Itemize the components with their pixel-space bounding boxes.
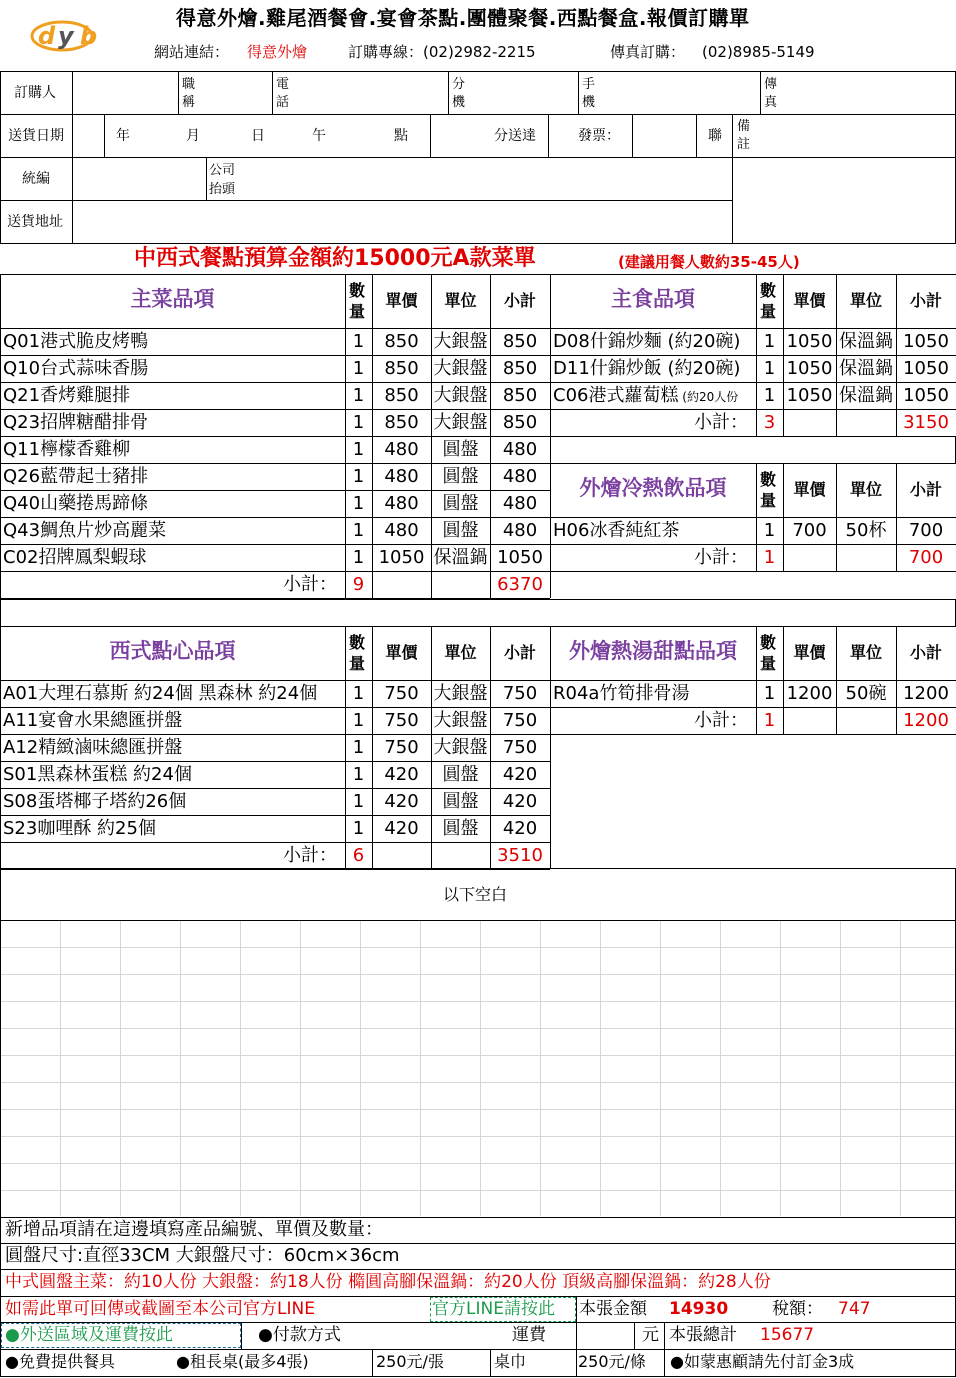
company-logo bbox=[28, 14, 120, 54]
desserts-item-name: A11宴會水果總匯拼盤 bbox=[3, 710, 183, 731]
menu-banner: 中西式餐點預算金額約15000元A款菜單 bbox=[134, 246, 536, 271]
main-dishes-item-sub: 1050 bbox=[497, 547, 543, 568]
desserts-qty-header: 數量 bbox=[349, 633, 366, 673]
desserts-item-price: 420 bbox=[384, 764, 419, 785]
main-dishes-item-qty: 1 bbox=[352, 412, 365, 433]
desserts-item-unit: 大銀盤 bbox=[433, 710, 488, 731]
main-dishes-item-sub: 480 bbox=[502, 493, 538, 514]
rule-line bbox=[0, 571, 550, 572]
staples-item-sub: 1050 bbox=[903, 358, 949, 379]
staples-item-qty: 1 bbox=[763, 385, 776, 406]
staples-item-qty: 1 bbox=[763, 331, 776, 352]
desserts-item-price: 420 bbox=[384, 791, 419, 812]
drinks-subtotal-qty: 1 bbox=[763, 547, 776, 568]
address-label: 送貨地址 bbox=[7, 214, 63, 230]
rule-line bbox=[0, 599, 1, 626]
drinks-item-price: 700 bbox=[792, 520, 827, 541]
desserts-item-sub: 420 bbox=[502, 764, 538, 785]
main-dishes-item-sub: 850 bbox=[502, 385, 538, 406]
tax-id-label: 統編 bbox=[22, 171, 50, 187]
add-items-note: 新增品項請在這邊填寫產品編號、單價及數量： bbox=[5, 1219, 383, 1240]
drinks-item-sub: 700 bbox=[908, 520, 944, 541]
main-dishes-item-sub: 850 bbox=[502, 331, 538, 352]
desserts-item-price: 750 bbox=[384, 710, 419, 731]
line-link[interactable]: 官方LINE請按此 bbox=[432, 1299, 555, 1319]
desserts-item-sub: 750 bbox=[502, 710, 538, 731]
line-note: 如需此單可回傳或截圖至本公司官方LINE bbox=[5, 1299, 315, 1319]
main-dishes-item-qty: 1 bbox=[352, 439, 365, 460]
desserts-item-unit: 大銀盤 bbox=[433, 737, 488, 758]
grand-total-value: 15677 bbox=[760, 1325, 815, 1345]
staples-item-qty: 1 bbox=[763, 358, 776, 379]
main-dishes-item-unit: 圓盤 bbox=[442, 439, 479, 460]
drinks-sub-header: 小計 bbox=[909, 480, 942, 499]
fax-label: 傳真訂購： bbox=[610, 43, 686, 61]
main-dishes-item-price: 480 bbox=[384, 439, 419, 460]
desserts-subtotal-label: 小計： bbox=[283, 845, 337, 866]
main-dishes-item-unit: 保溫鍋 bbox=[433, 547, 488, 568]
invoice-label: 發票： bbox=[578, 128, 620, 144]
mobile-label: 手機 bbox=[582, 77, 596, 110]
payment-label: ●付款方式 bbox=[258, 1325, 341, 1345]
staples-item-price: 1050 bbox=[786, 358, 833, 379]
soups-item-unit: 50碗 bbox=[845, 683, 887, 704]
main-dishes-item-qty: 1 bbox=[352, 520, 365, 541]
yuan-label: 元 bbox=[642, 1325, 659, 1345]
desserts-item-name: S23咖哩酥 約25個 bbox=[3, 818, 156, 839]
site-label: 網站連結： bbox=[154, 43, 230, 61]
svg-text:y: y bbox=[58, 22, 74, 50]
tax-value: 747 bbox=[838, 1299, 871, 1319]
drinks-qty-header: 數量 bbox=[760, 470, 777, 510]
drinks-subtotal-value: 700 bbox=[908, 547, 944, 568]
main-dishes-item-qty: 1 bbox=[352, 385, 365, 406]
soups-unit-header: 單位 bbox=[849, 643, 882, 662]
main-dishes-item-unit: 圓盤 bbox=[442, 466, 479, 487]
desserts-item-name: A12精緻滷味總匯拼盤 bbox=[3, 737, 183, 758]
drinks-title: 外燴冷熱飲品項 bbox=[579, 476, 727, 500]
staples-title: 主食品項 bbox=[611, 287, 695, 311]
main-dishes-item-name: C02招牌鳳梨蝦球 bbox=[3, 547, 147, 568]
title-label: 職稱 bbox=[182, 77, 196, 110]
cloth-price: 250元/條 bbox=[578, 1352, 646, 1371]
main-dishes-item-price: 480 bbox=[384, 493, 419, 514]
main-dishes-item-qty: 1 bbox=[352, 358, 365, 379]
staples-sub-header: 小計 bbox=[909, 291, 942, 310]
main-dishes-item-price: 850 bbox=[384, 331, 419, 352]
rule-line bbox=[0, 869, 550, 870]
rule-line bbox=[0, 274, 550, 275]
desserts-item-sub: 750 bbox=[502, 683, 538, 704]
shipping-label: 運費 bbox=[512, 1325, 546, 1345]
main-dishes-item-name: Q40山藥捲馬蹄條 bbox=[3, 493, 149, 514]
desserts-item-qty: 1 bbox=[352, 737, 365, 758]
soups-qty-header: 數量 bbox=[760, 633, 777, 673]
soups-sub-header: 小計 bbox=[909, 643, 942, 662]
table-rent-note: ●租長桌(最多4張) bbox=[176, 1352, 309, 1371]
deliver-label: 分送達 bbox=[494, 128, 536, 144]
desserts-subtotal-value: 3510 bbox=[497, 845, 543, 866]
soups-title: 外燴熱湯甜點品項 bbox=[569, 639, 737, 663]
drinks-item-unit: 50杯 bbox=[845, 520, 887, 541]
staples-item-unit: 保溫鍋 bbox=[839, 385, 893, 406]
rule-line bbox=[550, 571, 956, 572]
company-label: 公司抬頭 bbox=[209, 163, 236, 197]
main-dishes-item-unit: 圓盤 bbox=[442, 493, 479, 514]
month-label: 月 bbox=[186, 128, 200, 144]
table-price: 250元/張 bbox=[376, 1352, 444, 1371]
plate-size-note: 圓盤尺寸:直徑33CM 大銀盤尺寸：60cm×36cm bbox=[5, 1245, 400, 1266]
desserts-item-price: 750 bbox=[384, 683, 419, 704]
main-dishes-item-unit: 大銀盤 bbox=[433, 385, 488, 406]
rule-line bbox=[0, 599, 956, 600]
main-dishes-item-sub: 850 bbox=[502, 358, 538, 379]
svg-text:b: b bbox=[80, 22, 98, 50]
site-link[interactable]: 得意外燴 bbox=[247, 43, 308, 61]
ext-label: 分機 bbox=[452, 77, 466, 110]
noon-label: 午 bbox=[312, 128, 326, 144]
desserts-item-unit: 圓盤 bbox=[442, 818, 479, 839]
item-note: (約20人份 bbox=[678, 390, 739, 404]
desserts-item-unit: 圓盤 bbox=[442, 764, 479, 785]
order-phone: 訂購專線：(02)2982-2215 bbox=[348, 43, 536, 61]
tax-label: 稅額： bbox=[772, 1299, 823, 1319]
main-dishes-item-qty: 1 bbox=[352, 331, 365, 352]
drinks-price-header: 單價 bbox=[793, 480, 826, 499]
soups-subtotal-qty: 1 bbox=[763, 710, 776, 731]
desserts-item-qty: 1 bbox=[352, 683, 365, 704]
rule-line bbox=[550, 734, 956, 735]
main-dishes-item-price: 480 bbox=[384, 466, 419, 487]
desserts-sub-header: 小計 bbox=[503, 643, 536, 662]
page-title: 得意外燴.雞尾酒餐會.宴會茶點.團體聚餐.西點餐盒.報價訂購單 bbox=[176, 6, 750, 30]
rule-line bbox=[0, 626, 956, 627]
main-dishes-item-price: 850 bbox=[384, 412, 419, 433]
amount-value: 14930 bbox=[669, 1299, 729, 1319]
main-dishes-item-sub: 480 bbox=[502, 439, 538, 460]
staples-item-price: 1050 bbox=[786, 331, 833, 352]
logo-icon bbox=[28, 14, 120, 54]
soups-item-price: 1200 bbox=[786, 683, 833, 704]
main-dishes-item-sub: 480 bbox=[502, 466, 538, 487]
desserts-item-name: A01大理石慕斯 約24個 黑森林 約24個 bbox=[3, 683, 318, 704]
main-dishes-sub-header: 小計 bbox=[503, 291, 536, 310]
fax-number: (02)8985-5149 bbox=[702, 43, 815, 61]
main-dishes-subtotal-label: 小計： bbox=[283, 574, 337, 595]
staples-item-name: D11什錦炒飯 (約20碗) bbox=[553, 358, 741, 379]
main-dishes-item-unit: 大銀盤 bbox=[433, 412, 488, 433]
year-label: 年 bbox=[116, 128, 130, 144]
main-dishes-item-name: Q11檸檬香雞柳 bbox=[3, 439, 131, 460]
grand-total-label: 本張總計 bbox=[669, 1325, 737, 1345]
main-dishes-item-price: 850 bbox=[384, 358, 419, 379]
rule-line bbox=[0, 842, 550, 843]
drinks-item-qty: 1 bbox=[763, 520, 776, 541]
tel-label: 電話 bbox=[276, 77, 290, 110]
staples-item-sub: 1050 bbox=[903, 385, 949, 406]
main-dishes-item-price: 480 bbox=[384, 520, 419, 541]
orderer-label: 訂購人 bbox=[14, 85, 56, 101]
desserts-item-qty: 1 bbox=[352, 710, 365, 731]
staples-unit-header: 單位 bbox=[849, 291, 882, 310]
main-dishes-unit-header: 單位 bbox=[444, 291, 477, 310]
svg-text:d: d bbox=[38, 22, 56, 50]
staples-subtotal-value: 3150 bbox=[903, 412, 949, 433]
main-dishes-subtotal-qty: 9 bbox=[352, 574, 365, 595]
servings-note: 中式圓盤主菜：約10人份 大銀盤：約18人份 橢圓高腳保溫鍋：約20人份 頂級高腳保溫鍋：約28人份 bbox=[5, 1272, 771, 1292]
soups-price-header: 單價 bbox=[793, 643, 826, 662]
note-label: 備註 bbox=[737, 119, 751, 152]
staples-subtotal-label: 小計： bbox=[694, 412, 748, 433]
main-dishes-item-name: Q26藍帶起士豬排 bbox=[3, 466, 149, 487]
main-dishes-item-unit: 大銀盤 bbox=[433, 358, 488, 379]
main-dishes-item-unit: 大銀盤 bbox=[433, 331, 488, 352]
main-dishes-item-price: 1050 bbox=[378, 547, 425, 568]
staples-item-price: 1050 bbox=[786, 385, 833, 406]
staples-item-unit: 保溫鍋 bbox=[839, 358, 893, 379]
blank-note: 以下空白 bbox=[443, 885, 508, 904]
fax-field-label: 傳真 bbox=[764, 77, 778, 110]
soups-subtotal-value: 1200 bbox=[903, 710, 949, 731]
desserts-item-price: 420 bbox=[384, 818, 419, 839]
menu-banner-sub: (建議用餐人數約35-45人) bbox=[618, 253, 800, 271]
desserts-item-price: 750 bbox=[384, 737, 419, 758]
drinks-unit-header: 單位 bbox=[849, 480, 882, 499]
desserts-item-name: S08蛋塔椰子塔約26個 bbox=[3, 791, 187, 812]
desserts-item-sub: 420 bbox=[502, 791, 538, 812]
desserts-item-sub: 750 bbox=[502, 737, 538, 758]
main-dishes-item-qty: 1 bbox=[352, 493, 365, 514]
desserts-item-qty: 1 bbox=[352, 818, 365, 839]
soups-item-sub: 1200 bbox=[903, 683, 949, 704]
staples-qty-header: 數量 bbox=[760, 281, 777, 321]
desserts-subtotal-qty: 6 bbox=[352, 845, 365, 866]
soups-subtotal-label: 小計： bbox=[694, 710, 748, 731]
staples-item-name: C06港式蘿蔔糕 (約20人份 bbox=[553, 385, 739, 406]
desserts-item-unit: 大銀盤 bbox=[433, 683, 488, 704]
soups-item-qty: 1 bbox=[763, 683, 776, 704]
cloth-label: 桌巾 bbox=[494, 1352, 527, 1371]
main-dishes-item-qty: 1 bbox=[352, 547, 365, 568]
desserts-item-qty: 1 bbox=[352, 764, 365, 785]
desserts-item-sub: 420 bbox=[502, 818, 538, 839]
main-dishes-item-name: Q23招牌糖醋排骨 bbox=[3, 412, 149, 433]
amount-label: 本張金額 bbox=[579, 1299, 647, 1319]
drinks-subtotal-label: 小計： bbox=[694, 547, 748, 568]
main-dishes-item-qty: 1 bbox=[352, 466, 365, 487]
main-dishes-item-price: 850 bbox=[384, 385, 419, 406]
desserts-item-name: S01黑森林蛋糕 約24個 bbox=[3, 764, 192, 785]
main-dishes-item-name: Q43鯛魚片炒高麗菜 bbox=[3, 520, 167, 541]
date-label: 送貨日期 bbox=[8, 128, 64, 144]
orderer-input[interactable] bbox=[73, 72, 177, 113]
desserts-item-qty: 1 bbox=[352, 791, 365, 812]
main-dishes-item-name: Q10台式蒜味香腸 bbox=[3, 358, 149, 379]
blank-grid bbox=[0, 920, 956, 1216]
main-dishes-price-header: 單價 bbox=[385, 291, 418, 310]
main-dishes-item-name: Q01港式脆皮烤鴨 bbox=[3, 331, 149, 352]
soups-item-name: R04a竹筍排骨湯 bbox=[553, 683, 690, 704]
tableware-note: ●免費提供餐具 bbox=[5, 1352, 115, 1371]
main-dishes-item-sub: 480 bbox=[502, 520, 538, 541]
desserts-item-unit: 圓盤 bbox=[442, 791, 479, 812]
staples-subtotal-qty: 3 bbox=[763, 412, 776, 433]
rule-line bbox=[550, 436, 956, 437]
deposit-note: ●如蒙惠顧請先付訂金3成 bbox=[670, 1352, 855, 1371]
main-dishes-item-sub: 850 bbox=[502, 412, 538, 433]
desserts-title: 西式點心品項 bbox=[109, 639, 236, 663]
main-dishes-item-unit: 圓盤 bbox=[442, 520, 479, 541]
staples-item-unit: 保溫鍋 bbox=[839, 331, 893, 352]
hour-label: 點 bbox=[394, 128, 408, 144]
staples-item-name: D08什錦炒麵 (約20碗) bbox=[553, 331, 741, 352]
staples-price-header: 單價 bbox=[793, 291, 826, 310]
day-label: 日 bbox=[251, 128, 265, 144]
copy-label: 聯 bbox=[708, 128, 722, 144]
desserts-unit-header: 單位 bbox=[444, 643, 477, 662]
main-dishes-item-name: Q21香烤雞腿排 bbox=[3, 385, 131, 406]
main-dishes-title: 主菜品項 bbox=[130, 287, 215, 311]
desserts-price-header: 單價 bbox=[385, 643, 418, 662]
main-dishes-qty-header: 數量 bbox=[349, 281, 366, 321]
main-dishes-subtotal-value: 6370 bbox=[497, 574, 543, 595]
staples-item-sub: 1050 bbox=[903, 331, 949, 352]
area-link[interactable]: ●外送區域及運費按此 bbox=[5, 1325, 173, 1345]
drinks-item-name: H06冰香純紅茶 bbox=[553, 520, 680, 541]
